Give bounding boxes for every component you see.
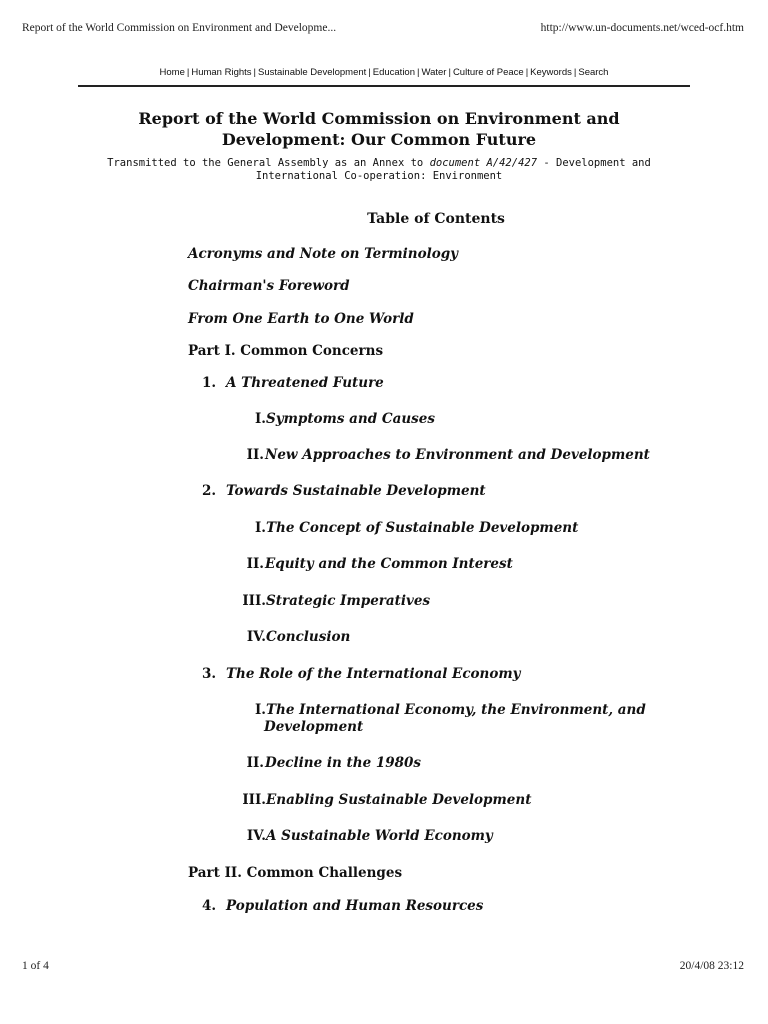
- toc-link-label: Population and Human Resources: [226, 898, 484, 914]
- toc-chapter-2-section-3[interactable]: [226, 593, 430, 610]
- part-label: Part II. Common Challenges: [188, 865, 403, 881]
- section-number: IV.: [246, 629, 266, 645]
- toc-link-label: Enabling Sustainable Development: [266, 792, 532, 808]
- section-number: II.: [246, 556, 264, 572]
- subtitle-text: - Development and International Co-operation: Environment: [255, 157, 651, 182]
- toc-chapter-1[interactable]: [202, 375, 384, 392]
- section-number: I.: [254, 411, 266, 427]
- toc-link-label: From One Earth to One World: [188, 311, 414, 327]
- nav-separator: |: [448, 67, 451, 78]
- toc-link-label: The International Economy, the Environment, and: [266, 702, 646, 718]
- section-number: I.: [254, 702, 266, 718]
- toc-link-label: The Concept of Sustainable Development: [266, 520, 579, 536]
- toc-link-label: Equity and the Common Interest: [265, 556, 513, 572]
- toc-link-label: Symptoms and Causes: [266, 411, 435, 427]
- print-url: http://www.un-documents.net/wced-ocf.htm: [540, 22, 744, 34]
- toc-chapter-2[interactable]: [202, 483, 486, 500]
- toc-chapter-2-section-4[interactable]: [226, 629, 350, 646]
- nav-separator: |: [368, 67, 371, 78]
- toc-link-label: The Role of the International Economy: [226, 666, 521, 682]
- chapter-number: 1.: [202, 375, 217, 391]
- toc-link-label: Development: [264, 719, 364, 735]
- nav-separator: |: [573, 67, 577, 78]
- print-page-counter: 1 of 4: [22, 960, 49, 972]
- section-number: II.: [246, 755, 264, 771]
- toc-entry-one-earth[interactable]: [188, 311, 414, 328]
- toc-link-label: A Sustainable World Economy: [266, 828, 493, 844]
- nav-link-keywords[interactable]: Keywords: [530, 67, 572, 78]
- toc-chapter-3-section-1-continuation[interactable]: [264, 719, 363, 736]
- nav-link-water[interactable]: Water: [421, 67, 447, 78]
- nav-link-home[interactable]: Home: [159, 67, 185, 78]
- toc-chapter-3[interactable]: [202, 666, 521, 683]
- section-number: I.: [254, 520, 266, 536]
- nav-link-culture-of-peace[interactable]: Culture of Peace: [452, 67, 524, 78]
- toc-link-label: Chairman's Foreword: [188, 278, 350, 294]
- nav-link-sustainable-development[interactable]: Sustainable Development: [258, 67, 367, 78]
- document-reference-link[interactable]: document A/42/427: [429, 157, 538, 169]
- chapter-number: 3.: [202, 666, 217, 682]
- toc-chapter-3-section-4[interactable]: [226, 828, 493, 845]
- subtitle-text: Transmitted to the General Assembly as an Annex to: [107, 157, 430, 169]
- toc-part-1-heading: [188, 343, 383, 360]
- toc-link-label: Decline in the 1980s: [265, 755, 422, 771]
- toc-heading: Table of Contents: [367, 211, 505, 227]
- toc-chapter-3-section-2[interactable]: [226, 755, 421, 772]
- toc-chapter-1-section-2[interactable]: [226, 447, 650, 464]
- toc-chapter-2-section-2[interactable]: [226, 556, 513, 573]
- document-title: Report of the World Commission on Environment and Development: Our Common Future: [138, 109, 620, 149]
- toc-link-label: Conclusion: [266, 629, 351, 645]
- nav-separator: |: [417, 67, 420, 78]
- toc-chapter-3-section-1[interactable]: [226, 702, 646, 719]
- print-page-title: Report of the World Commission on Environment and Developme...: [22, 22, 337, 34]
- section-number: II.: [246, 447, 264, 463]
- nav-link-education[interactable]: Education: [372, 67, 416, 78]
- print-timestamp: 20/4/08 23:12: [679, 960, 744, 972]
- toc-link-label: Strategic Imperatives: [266, 593, 431, 609]
- nav-separator: |: [525, 67, 529, 78]
- toc-entry-acronyms[interactable]: [188, 246, 458, 263]
- toc-chapter-4[interactable]: [202, 898, 483, 915]
- toc-chapter-2-section-1[interactable]: [226, 520, 578, 537]
- toc-link-label: A Threatened Future: [226, 375, 384, 391]
- document-subtitle: [100, 157, 658, 183]
- toc-entry-foreword[interactable]: [188, 278, 350, 295]
- nav-separator: |: [253, 67, 257, 78]
- toc-link-label: Acronyms and Note on Terminology: [188, 246, 458, 262]
- chapter-number: 2.: [202, 483, 217, 499]
- toc-chapter-3-section-3[interactable]: [226, 792, 531, 809]
- section-number: III.: [242, 792, 266, 808]
- toc-link-label: Towards Sustainable Development: [226, 483, 486, 499]
- toc-link-label: New Approaches to Environment and Development: [265, 447, 650, 463]
- toc-chapter-1-section-1[interactable]: [226, 411, 435, 428]
- nav-link-human-rights[interactable]: Human Rights: [191, 67, 252, 78]
- section-number: III.: [242, 593, 266, 609]
- nav-link-search[interactable]: Search: [578, 67, 609, 78]
- section-number: IV.: [246, 828, 266, 844]
- chapter-number: 4.: [202, 898, 217, 914]
- part-label: Part I. Common Concerns: [188, 343, 384, 359]
- header-divider: [78, 85, 690, 87]
- site-nav: [0, 67, 768, 78]
- toc-part-2-heading: [188, 865, 402, 882]
- nav-separator: |: [186, 67, 190, 78]
